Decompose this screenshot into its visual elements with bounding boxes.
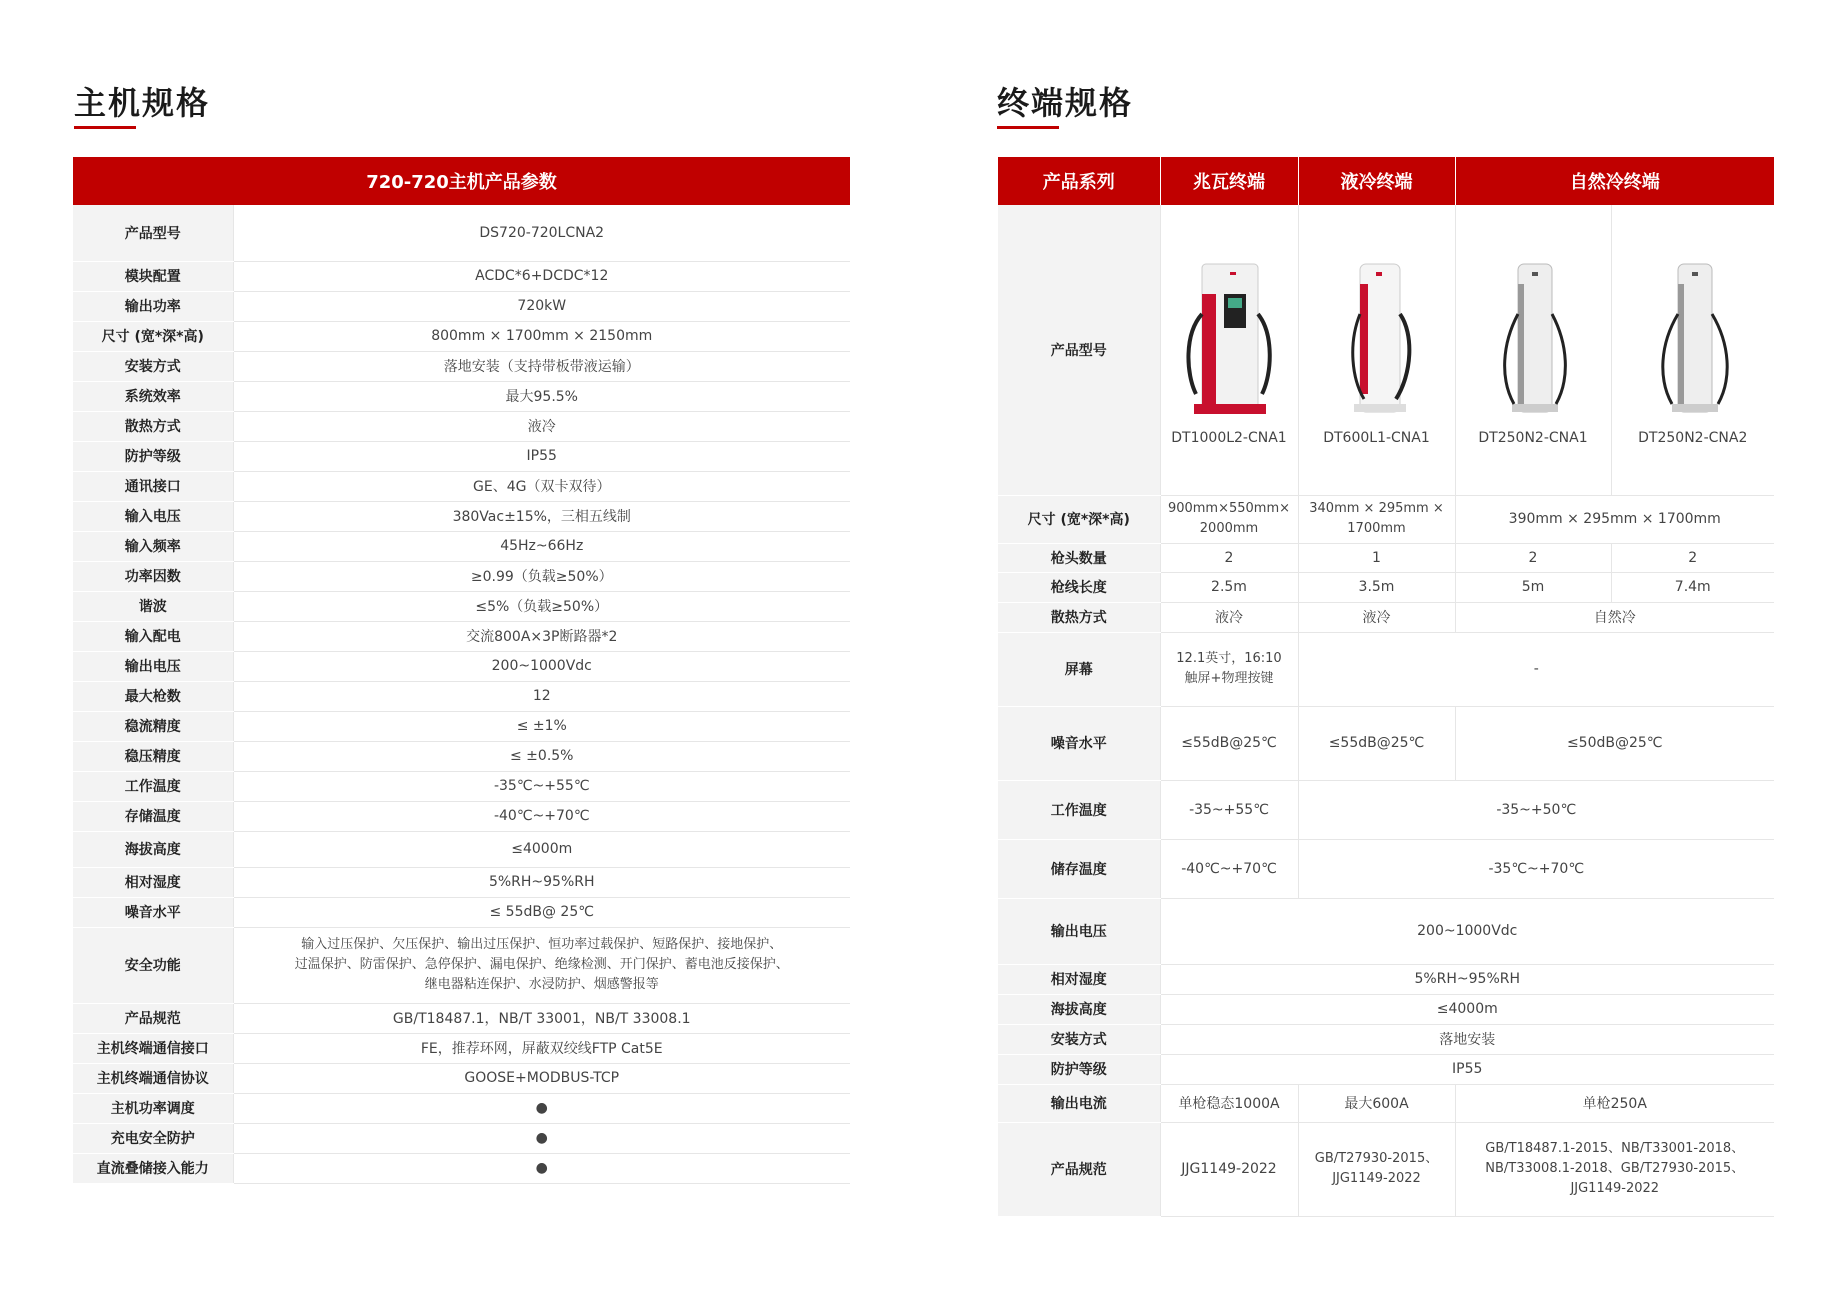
table-row xyxy=(73,1033,850,1063)
table-row xyxy=(73,1123,850,1153)
row-label: 噪音水平 xyxy=(73,897,233,927)
value-cell: -35~+55℃ xyxy=(1160,780,1298,839)
row-label: 产品型号 xyxy=(73,205,233,261)
row-value: -35℃~+55℃ xyxy=(233,771,850,801)
row-label: 散热方式 xyxy=(73,411,233,441)
model-name: DT600L1-CNA1 xyxy=(1323,429,1430,446)
table-row xyxy=(73,741,850,771)
row-label: 充电安全防护 xyxy=(73,1123,233,1153)
value-cell: 最大600A xyxy=(1298,1084,1455,1122)
table-row xyxy=(998,1024,1774,1054)
row-label: 稳压精度 xyxy=(73,741,233,771)
value-cell: 3.5m xyxy=(1298,572,1455,602)
header-series: 产品系列 xyxy=(998,157,1160,205)
table-row xyxy=(998,572,1774,602)
header-liquid-terminal: 液冷终端 xyxy=(1298,157,1455,205)
value-cell: ≤55dB@25℃ xyxy=(1160,706,1298,780)
table-row xyxy=(998,495,1774,543)
row-label: 噪音水平 xyxy=(998,706,1160,780)
row-value: ACDC*6+DCDC*12 xyxy=(233,261,850,291)
row-label: 工作温度 xyxy=(73,771,233,801)
table-row xyxy=(998,964,1774,994)
table-row xyxy=(73,291,850,321)
value-cell: 1 xyxy=(1298,543,1455,572)
row-value: 交流800A×3P断路器*2 xyxy=(233,621,850,651)
row-value: ≤ ±1% xyxy=(233,711,850,741)
table-row xyxy=(73,711,850,741)
liquid-charger-image xyxy=(1322,254,1432,424)
table-row xyxy=(73,1093,850,1123)
value-cell: -35~+50℃ xyxy=(1298,780,1774,839)
row-label: 存储温度 xyxy=(73,801,233,831)
table-row xyxy=(998,1084,1774,1122)
std-liquid: GB/T27930-2015、 JJG1149-2022 xyxy=(1298,1122,1455,1216)
value-cell: -40℃~+70℃ xyxy=(1160,839,1298,898)
row-label: 输出电流 xyxy=(998,1084,1160,1122)
value-cell: 液冷 xyxy=(1160,602,1298,632)
row-label: 安装方式 xyxy=(998,1024,1160,1054)
row-label: 安装方式 xyxy=(73,351,233,381)
row-label: 直流叠储接入能力 xyxy=(73,1153,233,1183)
terminal-spec-title: 终端规格 xyxy=(997,78,1133,124)
row-value: ≤5%（负载≥50%） xyxy=(233,591,850,621)
row-label: 主机终端通信协议 xyxy=(73,1063,233,1093)
table-row xyxy=(73,591,850,621)
table-row xyxy=(73,261,850,291)
value-cell: 单枪250A xyxy=(1455,1084,1774,1122)
value-line: 过温保护、防雷保护、急停保护、漏电保护、绝缘检测、开门保护、蓄电池反接保护、 xyxy=(294,957,789,972)
table-row xyxy=(73,897,850,927)
row-label: 尺寸 (宽*深*高) xyxy=(73,321,233,351)
table-row xyxy=(998,898,1774,964)
row-label: 相对湿度 xyxy=(998,964,1160,994)
table-row xyxy=(998,780,1774,839)
table-row xyxy=(73,1063,850,1093)
table-row xyxy=(998,1122,1774,1216)
row-label: 枪线长度 xyxy=(998,572,1160,602)
table-row xyxy=(73,205,850,261)
row-value: GOOSE+MODBUS-TCP xyxy=(233,1063,850,1093)
table-row xyxy=(998,1054,1774,1084)
row-label: 输出电压 xyxy=(998,898,1160,964)
row-label: 通讯接口 xyxy=(73,471,233,501)
value-cell: 自然冷 xyxy=(1455,602,1774,632)
row-value: ≥0.99（负载≥50%） xyxy=(233,561,850,591)
table-row xyxy=(73,1003,850,1033)
table-row xyxy=(73,561,850,591)
size-liquid: 340mm × 295mm × 1700mm xyxy=(1298,495,1455,543)
row-label: 防护等级 xyxy=(998,1054,1160,1084)
row-label: 最大枪数 xyxy=(73,681,233,711)
row-value: 45Hz~66Hz xyxy=(233,531,850,561)
row-label: 尺寸 (宽*深*高) xyxy=(998,495,1160,543)
table-row xyxy=(73,771,850,801)
row-label: 相对湿度 xyxy=(73,867,233,897)
row-value: GB/T18487.1，NB/T 33001，NB/T 33008.1 xyxy=(233,1003,850,1033)
row-value: -40℃~+70℃ xyxy=(233,801,850,831)
row-label: 安全功能 xyxy=(73,927,233,1003)
row-label: 输入电压 xyxy=(73,501,233,531)
value-cell: 落地安装 xyxy=(1160,1024,1774,1054)
row-value xyxy=(233,927,850,1003)
table-row xyxy=(73,351,850,381)
host-spec-title: 主机规格 xyxy=(74,78,210,124)
row-value: 720kW xyxy=(233,291,850,321)
row-value: ● xyxy=(233,1123,850,1153)
value-cell: 7.4m xyxy=(1611,572,1774,602)
table-row xyxy=(73,801,850,831)
table-row xyxy=(73,531,850,561)
row-label: 输入频率 xyxy=(73,531,233,561)
table-row xyxy=(73,831,850,867)
row-value: 5%RH~95%RH xyxy=(233,867,850,897)
row-label: 储存温度 xyxy=(998,839,1160,898)
table-row xyxy=(998,839,1774,898)
row-value: ≤4000m xyxy=(233,831,850,867)
table-row xyxy=(73,681,850,711)
row-label: 谐波 xyxy=(73,591,233,621)
table-row xyxy=(998,205,1774,495)
natural-charger-image-1 xyxy=(1478,254,1588,424)
row-label: 散热方式 xyxy=(998,602,1160,632)
natural-charger-image-2 xyxy=(1638,254,1748,424)
value-cell: JJG1149-2022 xyxy=(1160,1122,1298,1216)
value-cell: -35℃~+70℃ xyxy=(1298,839,1774,898)
table-row xyxy=(998,706,1774,780)
value-cell: - xyxy=(1298,632,1774,706)
row-label: 系统效率 xyxy=(73,381,233,411)
row-label: 枪头数量 xyxy=(998,543,1160,572)
row-value: ● xyxy=(233,1093,850,1123)
row-value: 800mm × 1700mm × 2150mm xyxy=(233,321,850,351)
table-row xyxy=(73,927,850,1003)
value-cell: 2.5m xyxy=(1160,572,1298,602)
row-label: 产品型号 xyxy=(998,205,1160,495)
model-name: DT250N2-CNA1 xyxy=(1478,429,1588,446)
size-mw: 900mm×550mm× 2000mm xyxy=(1160,495,1298,543)
row-value: ● xyxy=(233,1153,850,1183)
row-label: 输出电压 xyxy=(73,651,233,681)
row-value: GE、4G（双卡双待） xyxy=(233,471,850,501)
value-cell: 2 xyxy=(1611,543,1774,572)
row-label: 主机功率调度 xyxy=(73,1093,233,1123)
value-cell: 单枪稳态1000A xyxy=(1160,1084,1298,1122)
value-cell: IP55 xyxy=(1160,1054,1774,1084)
mw-charger-image xyxy=(1174,254,1284,424)
value-line: 继电器粘连保护、水浸防护、烟感警报等 xyxy=(424,977,659,992)
row-value: 12 xyxy=(233,681,850,711)
row-value: IP55 xyxy=(233,441,850,471)
row-value: 380Vac±15%，三相五线制 xyxy=(233,501,850,531)
value-cell: ≤4000m xyxy=(1160,994,1774,1024)
model-name: DT1000L2-CNA1 xyxy=(1171,429,1287,446)
value-cell: 5%RH~95%RH xyxy=(1160,964,1774,994)
table-row xyxy=(998,632,1774,706)
row-label: 输入配电 xyxy=(73,621,233,651)
table-row xyxy=(73,321,850,351)
title-underline xyxy=(74,126,136,129)
row-label: 屏幕 xyxy=(998,632,1160,706)
value-cell: ≤50dB@25℃ xyxy=(1455,706,1774,780)
value-cell: 2 xyxy=(1160,543,1298,572)
table-row xyxy=(73,1153,850,1183)
model-cell-natural-1 xyxy=(1455,205,1611,495)
size-natural: 390mm × 295mm × 1700mm xyxy=(1455,495,1774,543)
row-value: ≤ ±0.5% xyxy=(233,741,850,771)
row-value: 200~1000Vdc xyxy=(233,651,850,681)
row-label: 模块配置 xyxy=(73,261,233,291)
row-label: 工作温度 xyxy=(998,780,1160,839)
row-label: 主机终端通信接口 xyxy=(73,1033,233,1063)
table-row xyxy=(73,411,850,441)
row-value: 落地安装（支持带板带液运输） xyxy=(233,351,850,381)
table-row xyxy=(73,441,850,471)
row-label: 海拔高度 xyxy=(998,994,1160,1024)
row-label: 产品规范 xyxy=(73,1003,233,1033)
table-row xyxy=(998,602,1774,632)
model-cell-mw xyxy=(1160,205,1298,495)
value-cell: 200~1000Vdc xyxy=(1160,898,1774,964)
table-row xyxy=(73,501,850,531)
row-label: 海拔高度 xyxy=(73,831,233,867)
model-cell-natural-2 xyxy=(1611,205,1774,495)
row-label: 产品规范 xyxy=(998,1122,1160,1216)
table-row xyxy=(998,994,1774,1024)
row-label: 功率因数 xyxy=(73,561,233,591)
value-line: 输入过压保护、欠压保护、输出过压保护、恒功率过载保护、短路保护、接地保护、 xyxy=(301,937,783,952)
table-row xyxy=(998,543,1774,572)
terminal-spec-table xyxy=(998,157,1774,1217)
value-cell: ≤55dB@25℃ xyxy=(1298,706,1455,780)
header-natural-terminal: 自然冷终端 xyxy=(1455,157,1774,205)
row-label: 稳流精度 xyxy=(73,711,233,741)
table-row xyxy=(73,651,850,681)
row-label: 防护等级 xyxy=(73,441,233,471)
table-row xyxy=(73,381,850,411)
row-value: ≤ 55dB@ 25℃ xyxy=(233,897,850,927)
header-mw-terminal: 兆瓦终端 xyxy=(1160,157,1298,205)
model-cell-liquid xyxy=(1298,205,1455,495)
table-row xyxy=(73,471,850,501)
std-natural: GB/T18487.1-2015、NB/T33001-2018、 NB/T33008.1-2018、GB/T27930-2015、 JJG1149-2022 xyxy=(1455,1122,1774,1216)
row-value: 液冷 xyxy=(233,411,850,441)
screen-mw: 12.1英寸，16:10 触屏+物理按键 xyxy=(1160,632,1298,706)
row-label: 输出功率 xyxy=(73,291,233,321)
value-cell: 液冷 xyxy=(1298,602,1455,632)
host-spec-table xyxy=(73,157,850,1184)
row-value: FE，推荐环网，屏蔽双绞线FTP Cat5E xyxy=(233,1033,850,1063)
value-cell: 2 xyxy=(1455,543,1611,572)
title-underline xyxy=(997,126,1059,129)
host-table-title: 720-720主机产品参数 xyxy=(73,157,850,205)
model-name: DT250N2-CNA2 xyxy=(1638,429,1748,446)
value-cell: 5m xyxy=(1455,572,1611,602)
table-row xyxy=(73,867,850,897)
row-value: DS720-720LCNA2 xyxy=(233,205,850,261)
row-value: 最大95.5% xyxy=(233,381,850,411)
table-row xyxy=(73,621,850,651)
